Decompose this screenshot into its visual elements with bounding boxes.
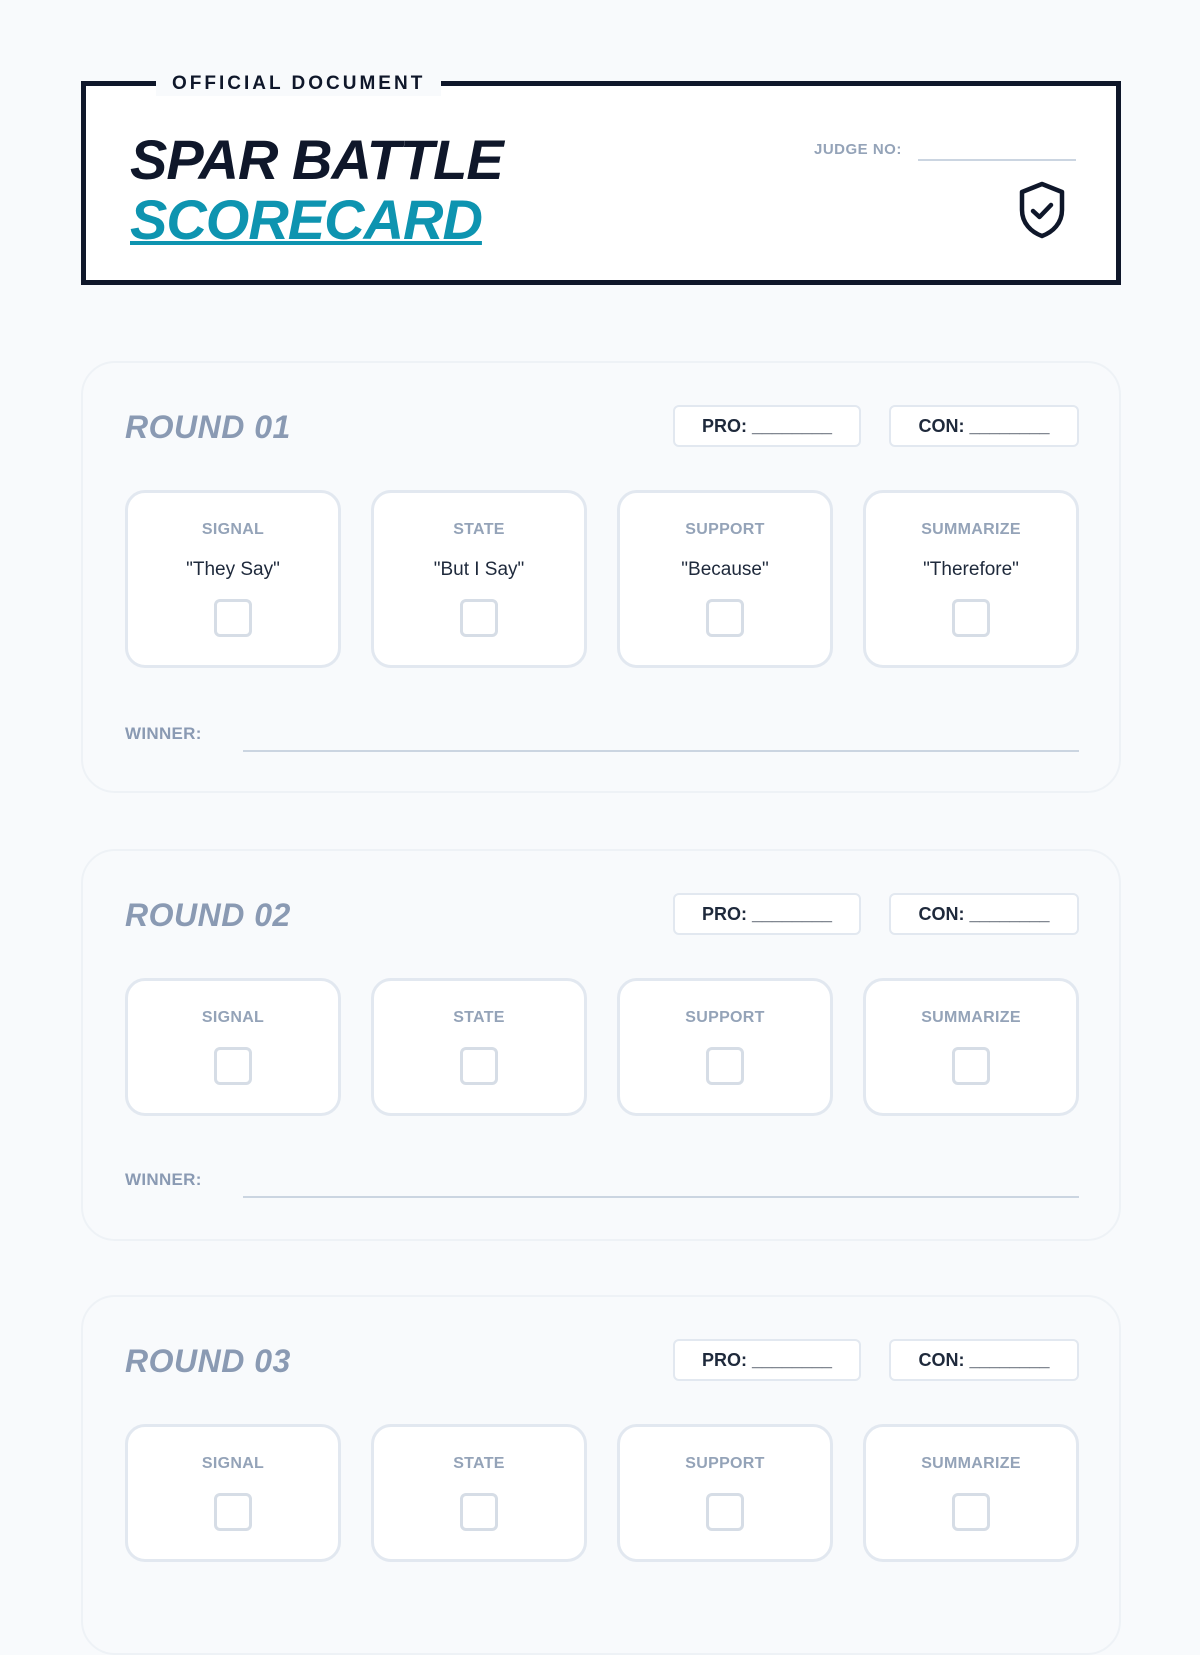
criterion-signal <box>125 490 341 668</box>
winner-field[interactable] <box>243 750 1079 752</box>
criteria-row <box>125 1424 1079 1562</box>
criterion-label: SUPPORT <box>685 1009 765 1026</box>
criterion-support <box>617 1424 833 1562</box>
criterion-label: SUMMARIZE <box>921 1455 1021 1472</box>
criterion-label: SIGNAL <box>201 521 265 538</box>
title-line-1: SPAR BATTLE <box>130 128 503 191</box>
criterion-checkbox[interactable] <box>952 1493 990 1531</box>
criterion-label: STATE <box>453 1009 505 1026</box>
criterion-label: SIGNAL <box>201 1009 265 1026</box>
criterion-phrase: "Because" <box>681 559 769 580</box>
criterion-checkbox[interactable] <box>214 599 252 637</box>
round-card <box>81 849 1121 1241</box>
shield-check-icon <box>1016 180 1068 240</box>
criterion-state <box>371 490 587 668</box>
criterion-summarize <box>863 978 1079 1116</box>
judge-number-label: JUDGE NO: <box>814 141 902 158</box>
con-field[interactable]: CON: ________ <box>889 1339 1079 1381</box>
criterion-checkbox[interactable] <box>214 1047 252 1085</box>
winner-label: WINNER: <box>125 1170 202 1189</box>
criterion-support <box>617 978 833 1116</box>
winner-field[interactable] <box>243 1196 1079 1198</box>
criterion-label: SUPPORT <box>685 521 765 538</box>
pro-field[interactable]: PRO: ________ <box>673 405 861 447</box>
criterion-checkbox[interactable] <box>460 599 498 637</box>
criterion-signal <box>125 978 341 1116</box>
round-card <box>81 1295 1121 1655</box>
criterion-summarize <box>863 490 1079 668</box>
criterion-phrase: "They Say" <box>186 559 280 580</box>
criterion-summarize <box>863 1424 1079 1562</box>
criterion-checkbox[interactable] <box>952 1047 990 1085</box>
criterion-checkbox[interactable] <box>460 1493 498 1531</box>
round-title: ROUND 01 <box>125 409 291 445</box>
criterion-state <box>371 978 587 1116</box>
criterion-label: SUMMARIZE <box>921 521 1021 538</box>
criterion-label: SUPPORT <box>685 1455 765 1472</box>
criterion-label: STATE <box>453 1455 505 1472</box>
criteria-row <box>125 490 1079 668</box>
criterion-checkbox[interactable] <box>214 1493 252 1531</box>
con-field[interactable]: CON: ________ <box>889 405 1079 447</box>
con-field[interactable]: CON: ________ <box>889 893 1079 935</box>
criterion-checkbox[interactable] <box>952 599 990 637</box>
round-card <box>81 361 1121 793</box>
criterion-phrase: "Therefore" <box>923 559 1019 580</box>
pro-field[interactable]: PRO: ________ <box>673 893 861 935</box>
winner-label: WINNER: <box>125 724 202 743</box>
round-title: ROUND 02 <box>125 897 291 933</box>
criterion-checkbox[interactable] <box>706 1493 744 1531</box>
criterion-checkbox[interactable] <box>706 599 744 637</box>
document-tag: OFFICIAL DOCUMENT <box>156 72 441 96</box>
criterion-label: SUMMARIZE <box>921 1009 1021 1026</box>
criterion-support <box>617 490 833 668</box>
judge-number-field[interactable] <box>918 159 1076 161</box>
criterion-state <box>371 1424 587 1562</box>
criterion-label: STATE <box>453 521 505 538</box>
criterion-checkbox[interactable] <box>706 1047 744 1085</box>
criterion-signal <box>125 1424 341 1562</box>
criteria-row <box>125 978 1079 1116</box>
scorecard-header <box>81 73 1121 285</box>
round-title: ROUND 03 <box>125 1343 291 1379</box>
criterion-checkbox[interactable] <box>460 1047 498 1085</box>
title-line-2: SCORECARD <box>130 188 482 251</box>
pro-field[interactable]: PRO: ________ <box>673 1339 861 1381</box>
criterion-phrase: "But I Say" <box>433 559 525 580</box>
criterion-label: SIGNAL <box>201 1455 265 1472</box>
